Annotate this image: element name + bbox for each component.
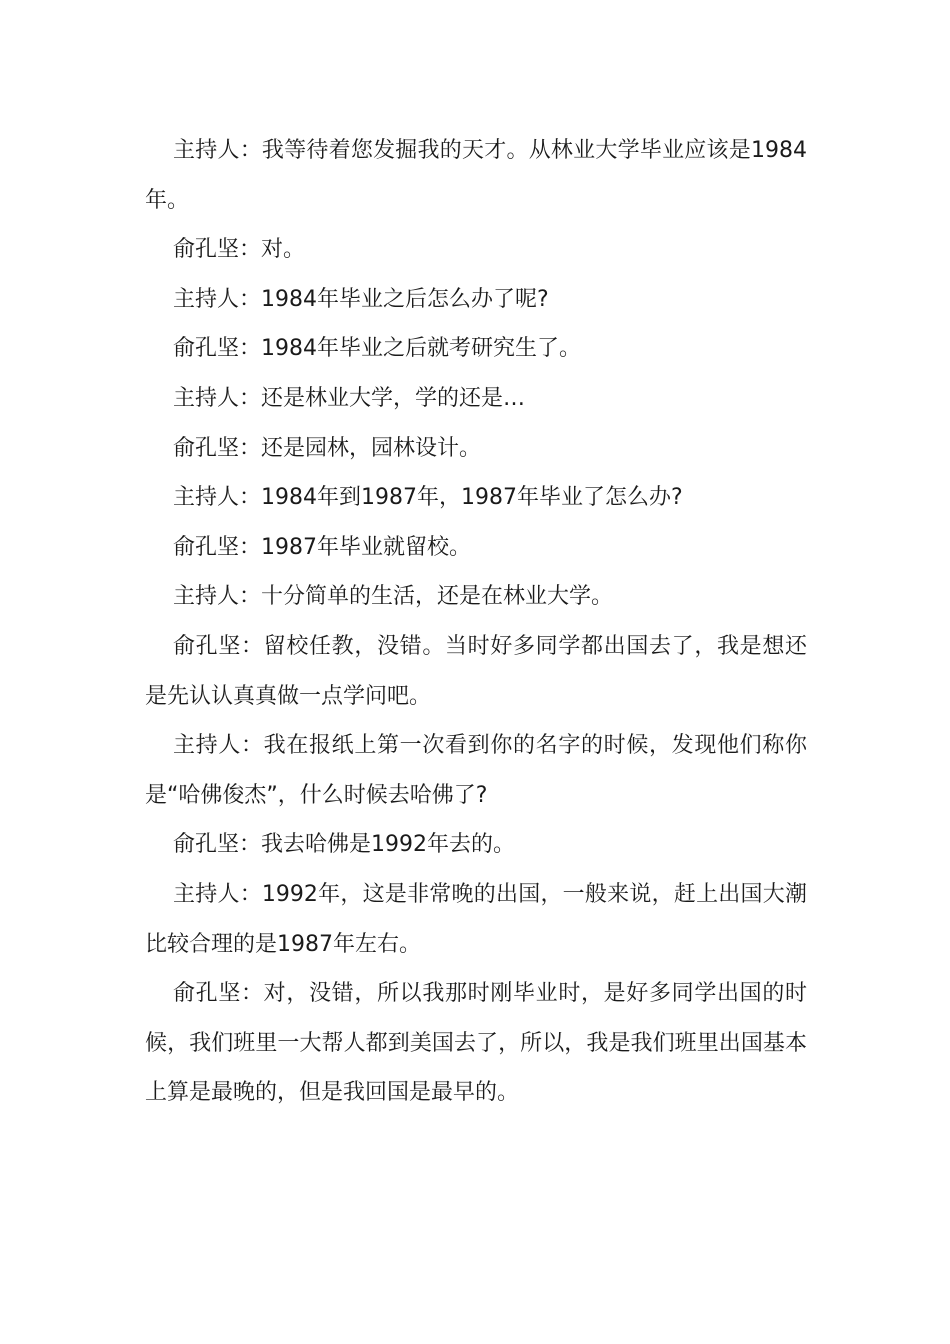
- paragraph-host-3: 主持人：还是林业大学，学的还是…: [173, 385, 526, 411]
- paragraph-host-1: 主持人：我等待着您发掘我的天才。从林业大学毕业应该是1984年。: [145, 138, 807, 213]
- paragraph-yu-5: 俞孔坚：留校任教，没错。当时好多同学都出国去了，我是想还是先认认真真做一点学问吧。: [145, 633, 807, 709]
- paragraph-yu-1: 俞孔坚：对。: [173, 237, 306, 263]
- paragraph-yu-3: 俞孔坚：还是园林，园林设计。: [173, 435, 482, 461]
- paragraph-yu-6: 俞孔坚：我去哈佛是1992年去的。: [173, 832, 515, 858]
- document-body: [145, 126, 807, 1118]
- paragraph-host-4: 主持人：1984年到1987年，1987年毕业了怎么办?: [173, 485, 683, 511]
- paragraph-host-7: 主持人：1992年，这是非常晚的出国，一般来说，赶上出国大潮比较合理的是1987年左右。: [145, 881, 807, 957]
- paragraph-host-5: 主持人：十分简单的生活，还是在林业大学。: [173, 584, 614, 610]
- paragraph-host-6: 主持人：我在报纸上第一次看到你的名字的时候，发现他们称你是“哈佛俊杰”，什么时候去哈佛了?: [145, 733, 807, 808]
- paragraph-yu-2: 俞孔坚：1984年毕业之后就考研究生了。: [173, 336, 581, 362]
- paragraph-host-2: 主持人：1984年毕业之后怎么办了呢?: [173, 286, 549, 312]
- paragraph-yu-4: 俞孔坚：1987年毕业就留校。: [173, 534, 471, 560]
- paragraph-yu-7: 俞孔坚：对，没错，所以我那时刚毕业时，是好多同学出国的时候，我们班里一大帮人都到美国去了，所以，我是我们班里出国基本上算是最晚的，但是我回国是最早的。: [145, 981, 807, 1106]
